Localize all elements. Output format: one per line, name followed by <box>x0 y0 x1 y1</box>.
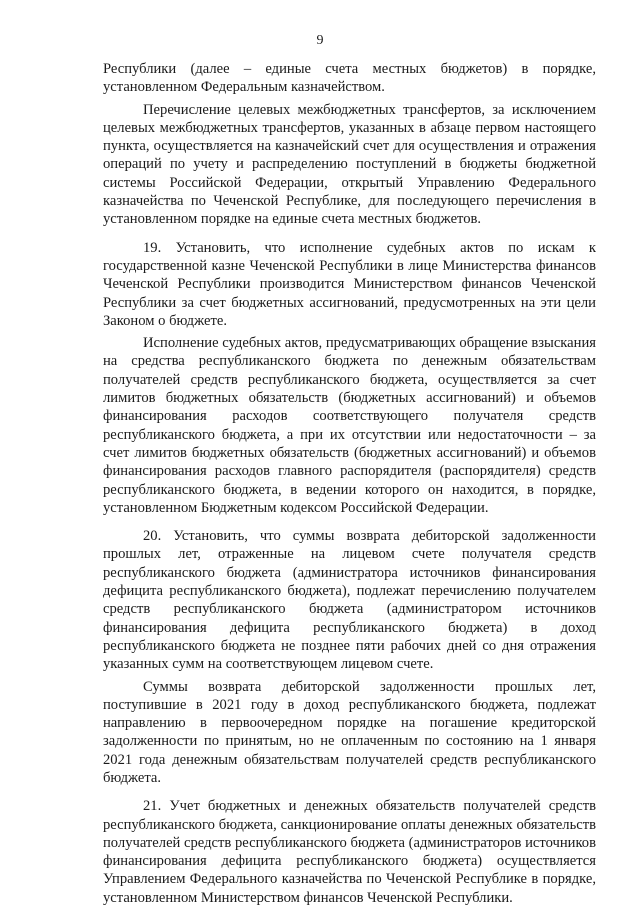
paragraph-2: Перечисление целевых межбюджетных трансфертов, за исключением целевых межбюджетных трансфертов, указанных в абзаце первом настоящего пункта, осуществляется на казначейский счет для осуществления и отражения операций по учету и распределению поступлений в бюджеты бюджетной системы Российской Федерации, открытый Управлению Федерального казначейства по Чеченской Республике, для последующего перечисления в установленном порядке на единые счета местных бюджетов. <box>103 101 596 228</box>
page-content <box>103 60 596 907</box>
paragraph-item-21: 21. Учет бюджетных и денежных обязательств получателей средств республиканского бюджета, санкционирование оплаты денежных обязательств получателей средств республиканского бюджета (администраторов источников финансирования дефицита республиканского бюджета) осуществляется Управлением Федерального казначейства по Чеченской Республике в порядке, установленном Министерством финансов Чеченской Республики. <box>103 798 596 906</box>
page-number: 9 <box>316 33 324 48</box>
paragraph-4: Исполнение судебных актов, предусматривающих обращение взыскания на средства республиканского бюджета по денежным обязательствам получателей средств республиканского бюджета, осуществляется за счет лимитов бюджетных обязательств (бюджетных ассигнований) и объемов финансирования расходов соответствующего получателя средств республиканского бюджета, а при их отсутствии или недостаточности – за счет лимитов бюджетных обязательств (бюджетных ассигнований) и объемов финансирования расходов главного распорядителя (распорядителя) средств республиканского бюджета, в ведении которого он находится, в порядке, установленном Бюджетным кодексом Российской Федерации. <box>103 335 596 516</box>
paragraph-1: Республики (далее – единые счета местных бюджетов) в порядке, установленном Федеральным казначейством. <box>103 61 596 96</box>
paragraph-item-20: 20. Установить, что суммы возврата дебиторской задолженности прошлых лет, отраженные на лицевом счете получателя средств республиканского бюджета (администратора источников финансирования дефицита республиканского бюджета), подлежат перечислению получателем средств республиканского бюджета (администратором источников финансирования дефицита республиканского бюджета) в доход республиканского бюджета не позднее пяти рабочих дней со дня отражения указанных сумм на соответствующем лицевом счете. <box>103 528 596 673</box>
paragraph-item-19: 19. Установить, что исполнение судебных актов по искам к государственной казне Чеченской Республики в лице Министерства финансов Чеченской Республики производится Министерством финансов Чеченской Республики за счет бюджетных ассигнований, предусмотренных на эти цели Законом о бюджете. <box>103 239 596 329</box>
paragraph-6: Суммы возврата дебиторской задолженности прошлых лет, поступившие в 2021 году в доход республиканского бюджета, подлежат направлению в первоочередном порядке на погашение кредиторской задолженности по принятым, но не оплаченным по состоянию на 1 января 2021 года денежным обязательствам получателей средств республиканского бюджета. <box>103 678 596 786</box>
